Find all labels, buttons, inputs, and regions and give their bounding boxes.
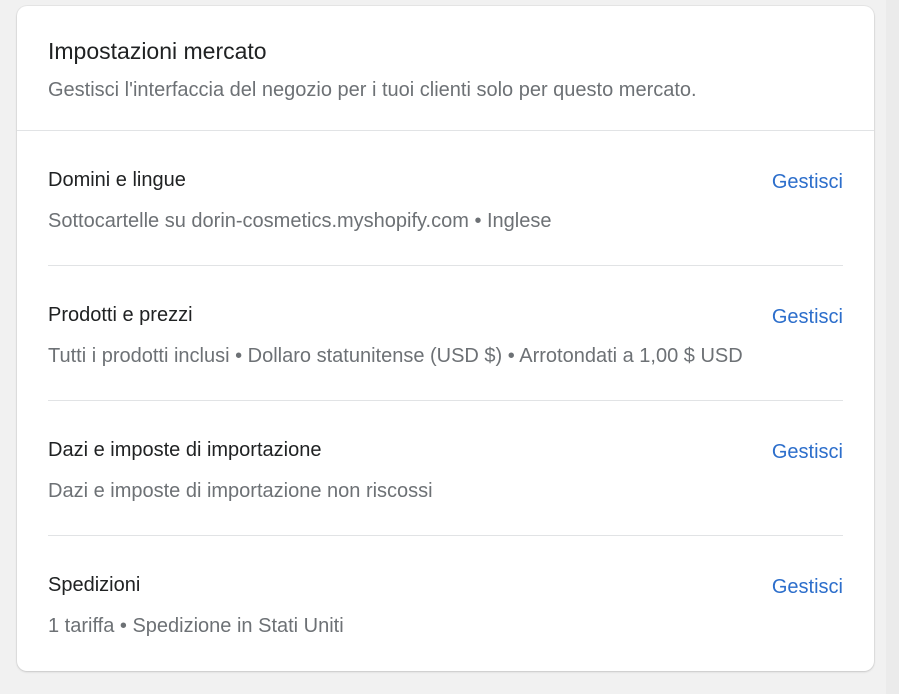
section-title: Prodotti e prezzi xyxy=(48,304,193,326)
section-duties-taxes xyxy=(48,401,843,536)
manage-domains-button[interactable]: Gestisci xyxy=(771,171,843,193)
section-description: 1 tariffa • Spedizione in Stati Uniti xyxy=(48,615,344,637)
section-description: Dazi e imposte di importazione non riscossi xyxy=(48,480,433,502)
card-subtitle: Gestisci l'interfaccia del negozio per i tuoi clienti solo per questo mercato. xyxy=(48,79,697,101)
manage-shipping-button[interactable]: Gestisci xyxy=(771,576,843,598)
market-settings-card xyxy=(17,6,874,671)
section-title: Dazi e imposte di importazione xyxy=(48,439,322,461)
page-background-gutter xyxy=(886,0,899,694)
manage-duties-button[interactable]: Gestisci xyxy=(771,441,843,463)
section-domains-languages xyxy=(48,131,843,266)
section-products-prices xyxy=(48,266,843,401)
section-description: Sottocartelle su dorin-cosmetics.myshopify.com • Inglese xyxy=(48,210,552,232)
manage-products-button[interactable]: Gestisci xyxy=(771,306,843,328)
section-description: Tutti i prodotti inclusi • Dollaro statunitense (USD $) • Arrotondati a 1,00 $ USD xyxy=(48,345,743,367)
section-shipping xyxy=(48,536,843,671)
section-title: Domini e lingue xyxy=(48,169,186,191)
card-header xyxy=(17,6,874,131)
section-title: Spedizioni xyxy=(48,574,141,596)
card-title: Impostazioni mercato xyxy=(48,38,267,64)
